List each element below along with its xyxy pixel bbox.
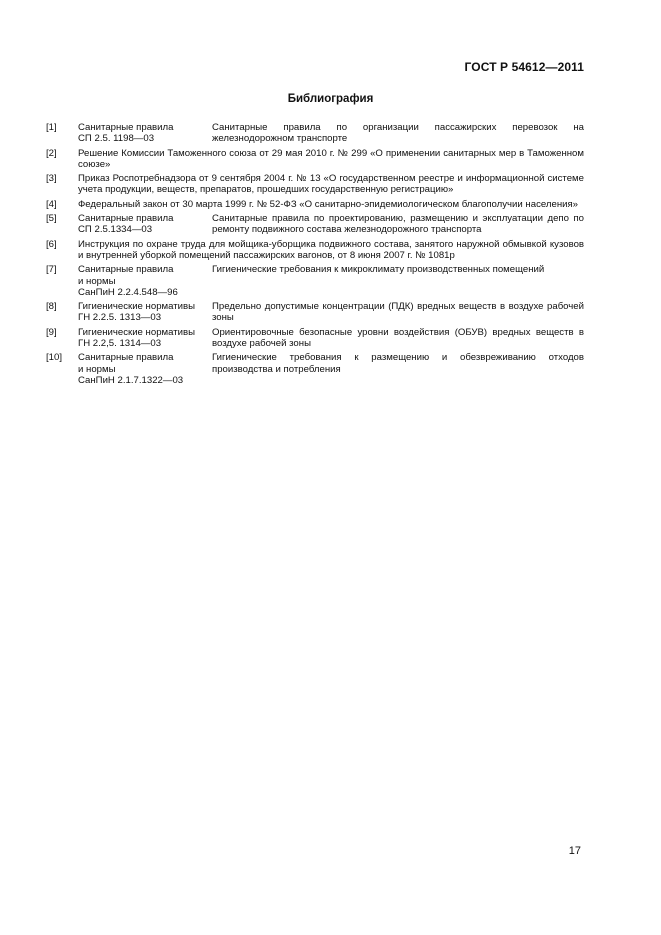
bib-entry-8	[46, 301, 584, 323]
page-number: 17	[568, 845, 581, 857]
bib-entry-source: Санитарные правила СП 2.5.1334—03	[78, 213, 174, 236]
bib-entry-number: [8]	[46, 301, 57, 313]
bib-entry-number: [5]	[46, 213, 57, 225]
bib-entry-2	[46, 148, 584, 170]
bib-entry-description: Санитарные правила по организации пассажирских перевозок на железнодорожном транспорте	[212, 122, 584, 145]
bib-entry-number: [6]	[46, 238, 57, 250]
bib-entry-source: Гигиенические нормативы ГН 2.2,5. 1314—03	[78, 326, 195, 349]
bib-entry-source: Санитарные правила и нормы СанПиН 2.1.7.1322—03	[78, 352, 184, 386]
bibliography-title: Библиография	[287, 93, 374, 105]
bib-entry-source: Санитарные правила СП 2.5. 1198—03	[78, 122, 174, 145]
bib-entry-text: Приказ Роспотребнадзора от 9 сентября 2004 г. № 13 «О государственном реестре и информационной системе учета продукции, веществ, препаратов, прошедших государственную регистрацию»	[78, 173, 584, 196]
bib-entry-number: [1]	[46, 122, 57, 133]
document-code: ГОСТ Р 54612—2011	[464, 60, 584, 74]
bib-entry-description: Санитарные правила по проектированию, размещению и эксплуатации депо по ремонту подвижного состава железнодорожного транспорта	[212, 213, 584, 236]
bib-entry-number: [9]	[46, 326, 57, 338]
bib-entry-description: Предельно допустимые концентрации (ПДК) вредных веществ в воздухе рабочей зоны	[212, 301, 584, 324]
bib-entry-source: Санитарные правила и нормы СанПиН 2.2.4.548—96	[78, 264, 178, 298]
bib-entry-10	[46, 352, 584, 386]
bib-entry-description: Ориентировочные безопасные уровни воздействия (ОБУВ) вредных веществ в воздухе рабочей зоны	[212, 326, 584, 349]
bib-entry-number: [10]	[46, 352, 63, 364]
bib-entry-number: [2]	[46, 147, 57, 159]
bib-entry-text: Федеральный закон от 30 марта 1999 г. № 52-ФЗ «О санитарно-эпидемиологическом благополучии населения»	[78, 198, 579, 210]
bib-entry-9	[46, 327, 584, 349]
bib-entry-number: [7]	[46, 264, 57, 276]
bibliography-list	[46, 122, 584, 389]
bib-entry-text: Решение Комиссии Таможенного союза от 29 мая 2010 г. № 299 «О применении санитарных мер в Таможенном союзе»	[78, 147, 584, 170]
bib-entry-description: Гигиенические требования к микроклимату производственных помещений	[212, 264, 545, 276]
bib-entry-text: Инструкция по охране труда для мойщика-уборщика подвижного состава, занятого наружной обмывкой кузовов и внутренней уборкой помещений пассажирских вагонов, от 8 июня 2007 г. № 1081р	[78, 238, 584, 261]
bib-entry-number: [3]	[46, 173, 57, 185]
bib-entry-4	[46, 199, 584, 210]
bib-entry-3	[46, 173, 584, 195]
bib-entry-source: Гигиенические нормативы ГН 2.2.5. 1313—03	[78, 301, 195, 324]
bib-entry-number: [4]	[46, 198, 57, 210]
bib-entry-1	[46, 122, 584, 144]
bib-entry-description: Гигиенические требования к размещению и обезвреживанию отходов производства и потребления	[212, 352, 584, 375]
bib-entry-6	[46, 239, 584, 261]
bib-entry-7	[46, 264, 584, 298]
bib-entry-5	[46, 213, 584, 235]
